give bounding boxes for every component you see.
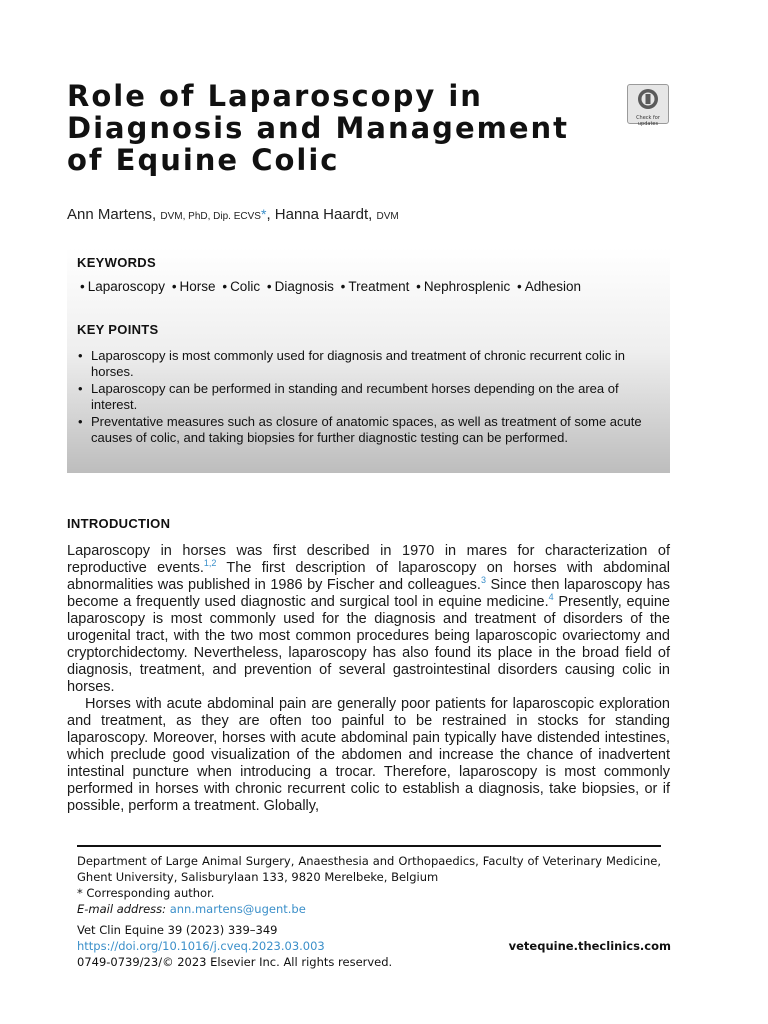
key-point: • Preventative measures such as closure of anatomic spaces, as well as treatment of some acute causes of colic, and taking biopsies for further diagnostic testing can be performed. — [77, 414, 660, 446]
reference-link[interactable]: 4 — [548, 592, 554, 603]
citation-block — [77, 922, 671, 970]
copyright-notice: 0749-0739/23/© 2023 Elsevier Inc. All rights reserved. — [77, 955, 393, 969]
article-title: Role of Laparoscopy in Diagnosis and Management of Equine Colic — [67, 79, 570, 177]
email-link[interactable]: ann.martens@ugent.be — [169, 902, 306, 916]
reference-link[interactable]: 1,2 — [203, 558, 217, 569]
keyword: Treatment — [348, 279, 410, 294]
crossmark-icon — [637, 88, 659, 110]
key-point: • Laparoscopy can be performed in standing and recumbent horses depending on the area of interest. — [77, 381, 660, 413]
keyword: Adhesion — [524, 279, 581, 294]
keyword: Laparoscopy — [87, 279, 166, 294]
keyword: Horse — [179, 279, 216, 294]
intro-paragraph-1: Laparoscopy in horses was first described in 1970 in mares for characterization of reproductive events.$^{1,2}$ The first description of laparoscopy on horses with abdominal abnormalities was published in 1986 by Fischer and colleagues.$^3$ Since then laparoscopy has become a frequently used diagnostic and surgical tool in equine medicine.$^4$ Presently, equine laparoscopy is most commonly used for the diagnosis and treatment of disorders of the urogenital tract, with the two most common procedures being laparoscopic ovariectomy and cryptorchidectomy. Nevertheless, laparoscopy has also found its place in the broad field of diagnosis, treatment, and prevention of several gastrointestinal disorders causing colic in horses. — [67, 543, 670, 695]
check-for-updates-label: Check for updates — [636, 115, 660, 127]
keyword: Nephrosplenic — [423, 279, 511, 294]
intro-paragraph-2: Horses with acute abdominal pain are generally poor patients for laparoscopic exploration and treatment, as they are often too painful to be restrained in stocks for standing laparoscopy. Moreover, horses with acute abdominal pain typically have distended intestines, which preclude good visualization of the abdomen and increase the chance of inadvertent intestinal puncture when introducing a trocar. Therefore, laparoscopy is most commonly performed in horses with chronic recurrent colic to establish a diagnosis, take biopsies, or if possible, perform a treatment. Globally, — [67, 696, 670, 814]
author-1-degrees: DVM, PhD, Dip. ECVS — [160, 211, 261, 222]
author-2-degrees: DVM — [376, 211, 399, 222]
key-points-heading: KEY POINTS — [77, 322, 159, 337]
check-for-updates-badge[interactable] — [627, 84, 669, 127]
key-point: • Laparoscopy is most commonly used for diagnosis and treatment of chronic recurrent colic in horses. — [77, 348, 660, 380]
email-line — [77, 901, 661, 917]
journal-citation: Vet Clin Equine 39 (2023) 339–349 — [77, 923, 278, 937]
corresponding-author-marker[interactable]: * — [260, 206, 267, 222]
email-label: E-mail address: — [77, 902, 167, 916]
author-line — [67, 206, 399, 223]
doi-link[interactable]: https://doi.org/10.1016/j.cveq.2023.03.003 — [77, 939, 325, 953]
footnote-divider — [77, 845, 661, 847]
footnote — [77, 853, 661, 917]
corresponding-note: * Corresponding author. — [77, 886, 215, 900]
introduction-heading: INTRODUCTION — [67, 516, 171, 531]
keywords-list: • Laparoscopy • Horse • Colic • Diagnosis • Treatment • Nephrosplenic • Adhesion — [80, 279, 581, 294]
keywords-keypoints-box — [67, 248, 670, 473]
introduction-body — [67, 543, 670, 815]
journal-website[interactable]: vetequine.theclinics.com — [508, 939, 671, 953]
key-points-list — [77, 348, 660, 446]
keyword: Diagnosis — [274, 279, 334, 294]
author-2-name: , Hanna Haardt, — [266, 206, 373, 223]
author-1-name: Ann Martens, — [67, 206, 157, 223]
keywords-heading: KEYWORDS — [77, 255, 156, 270]
reference-link[interactable]: 3 — [480, 575, 486, 586]
keyword: Colic — [230, 279, 261, 294]
affiliation: Department of Large Animal Surgery, Anaesthesia and Orthopaedics, Faculty of Veterinary Medicine, Ghent University, Salisburylaan 133, 9820 Merelbeke, Belgium — [77, 854, 661, 884]
